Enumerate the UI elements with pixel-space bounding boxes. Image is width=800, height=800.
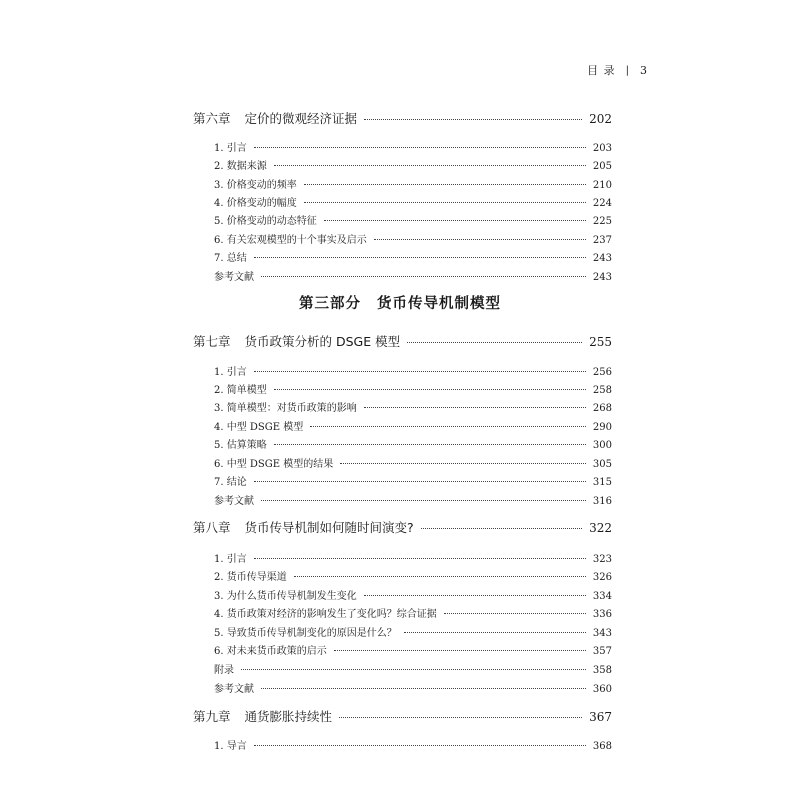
chapter-number: 第九章 (193, 709, 231, 724)
entry-label: 1. 引言 (214, 143, 247, 154)
dot-leader (261, 276, 586, 277)
entry-label: 1. 引言 (214, 554, 247, 565)
entry-page: 243 (592, 272, 612, 283)
part-name: 货币传导机制模型 (377, 296, 501, 312)
entry-label: 7. 结论 (214, 477, 247, 488)
running-head (587, 62, 648, 78)
entry-page: 315 (592, 477, 612, 488)
entry-page: 210 (592, 180, 612, 191)
entry-page: 326 (592, 572, 612, 583)
running-head-label: 目 录 (587, 64, 616, 77)
entry-label: 参考文献 (214, 496, 254, 507)
toc-entry[interactable] (214, 157, 612, 172)
entry-page: 225 (592, 216, 612, 227)
toc-entry[interactable] (214, 661, 612, 676)
running-head-page-number: 3 (640, 63, 648, 77)
entry-label: 2. 数据来源 (214, 161, 267, 172)
entry-label: 附录 (214, 665, 234, 676)
dot-leader (364, 119, 582, 120)
dot-leader (340, 463, 586, 464)
chapter-number: 第六章 (193, 111, 231, 126)
toc-entry[interactable] (214, 176, 612, 191)
dot-leader (407, 342, 582, 343)
dot-leader (254, 745, 586, 746)
entry-label: 4. 中型 DSGE 模型 (214, 422, 304, 433)
entry-label: 6. 中型 DSGE 模型的结果 (214, 459, 334, 470)
entry-label: 6. 有关宏观模型的十个事实及启示 (214, 235, 367, 246)
chapter-page: 255 (589, 335, 612, 349)
toc-entry[interactable] (214, 381, 612, 396)
toc-entry[interactable] (214, 624, 612, 639)
toc-chapter-8[interactable] (193, 518, 612, 536)
toc-chapter-7[interactable] (193, 332, 612, 350)
dot-leader (274, 444, 586, 445)
entry-page: 268 (592, 403, 612, 414)
dot-leader (334, 650, 586, 651)
chapter-page: 367 (589, 710, 612, 724)
entry-page: 368 (592, 741, 612, 752)
chapter-page: 202 (589, 112, 612, 126)
toc-entry[interactable] (214, 587, 612, 602)
dot-leader (254, 371, 586, 372)
entry-label: 3. 简单模型：对货币政策的影响 (214, 403, 357, 414)
part-number: 第三部分 (299, 296, 361, 312)
toc-entry[interactable] (214, 194, 612, 209)
toc-entry[interactable] (214, 492, 612, 507)
dot-leader (254, 481, 586, 482)
dot-leader (364, 407, 586, 408)
toc-entry[interactable] (214, 436, 612, 451)
entry-page: 258 (592, 385, 612, 396)
chapter-title: 货币传导机制如何随时间演变? (244, 520, 414, 535)
dot-leader (304, 202, 586, 203)
entry-page: 334 (592, 591, 612, 602)
chapter-title: 定价的微观经济证据 (244, 111, 358, 126)
entry-page: 300 (592, 440, 612, 451)
dot-leader (274, 165, 586, 166)
dot-leader (254, 257, 586, 258)
dot-leader (241, 669, 586, 670)
toc-chapter-9[interactable] (193, 707, 612, 725)
part-title (0, 292, 800, 313)
toc-entry[interactable] (214, 268, 612, 283)
entry-label: 3. 价格变动的频率 (214, 180, 297, 191)
running-head-separator: | (625, 64, 630, 76)
toc-entry[interactable] (214, 399, 612, 414)
toc-entry[interactable] (214, 568, 612, 583)
chapter-number: 第八章 (193, 520, 231, 535)
dot-leader (304, 184, 586, 185)
entry-page: 316 (592, 496, 612, 507)
entry-page: 243 (592, 253, 612, 264)
chapter-title: 通货膨胀持续性 (244, 709, 333, 724)
entry-page: 203 (592, 143, 612, 154)
dot-leader (274, 389, 586, 390)
toc-entry[interactable] (214, 642, 612, 657)
entry-page: 305 (592, 459, 612, 470)
entry-label: 参考文献 (214, 272, 254, 283)
dot-leader (364, 595, 586, 596)
toc-entry[interactable] (214, 418, 612, 433)
entry-label: 参考文献 (214, 684, 254, 695)
toc-entry[interactable] (214, 455, 612, 470)
entry-page: 360 (592, 684, 612, 695)
entry-page: 343 (592, 628, 612, 639)
entry-page: 256 (592, 367, 612, 378)
toc-entry[interactable] (214, 139, 612, 154)
dot-leader (261, 500, 586, 501)
entry-page: 237 (592, 235, 612, 246)
entry-page: 336 (592, 609, 612, 620)
dot-leader (261, 688, 586, 689)
toc-entry[interactable] (214, 605, 612, 620)
dot-leader (339, 717, 582, 718)
entry-label: 6. 对未来货币政策的启示 (214, 646, 327, 657)
toc-entry[interactable] (214, 680, 612, 695)
dot-leader (374, 239, 586, 240)
entry-label: 1. 引言 (214, 367, 247, 378)
entry-label: 3. 为什么货币传导机制发生变化 (214, 591, 357, 602)
chapter-title: 货币政策分析的 DSGE 模型 (244, 334, 401, 349)
chapter-number: 第七章 (193, 334, 231, 349)
entry-label: 7. 总结 (214, 253, 247, 264)
toc-entry[interactable] (214, 231, 612, 246)
entry-page: 224 (592, 198, 612, 209)
entry-label: 4. 价格变动的幅度 (214, 198, 297, 209)
entry-label: 5. 导致货币传导机制变化的原因是什么？ (214, 628, 397, 639)
toc-entry[interactable] (214, 363, 612, 378)
toc-entry[interactable] (214, 473, 612, 488)
entry-label: 2. 货币传导渠道 (214, 572, 287, 583)
dot-leader (404, 632, 586, 633)
entry-page: 323 (592, 554, 612, 565)
dot-leader (254, 558, 586, 559)
dot-leader (421, 528, 582, 529)
entry-page: 358 (592, 665, 612, 676)
dot-leader (310, 426, 586, 427)
dot-leader (254, 147, 586, 148)
toc-entry[interactable] (214, 249, 612, 264)
toc-entry[interactable] (214, 737, 612, 752)
entry-label: 1. 导言 (214, 741, 247, 752)
entry-label: 5. 价格变动的动态特征 (214, 216, 317, 227)
dot-leader (324, 220, 586, 221)
toc-entry[interactable] (214, 212, 612, 227)
chapter-page: 322 (589, 521, 612, 535)
entry-page: 357 (592, 646, 612, 657)
toc-chapter-6[interactable] (193, 109, 612, 127)
entry-label: 5. 估算策略 (214, 440, 267, 451)
dot-leader (294, 576, 586, 577)
entry-label: 2. 简单模型 (214, 385, 267, 396)
entry-page: 205 (592, 161, 612, 172)
entry-page: 290 (592, 422, 612, 433)
entry-label: 4. 货币政策对经济的影响发生了变化吗？综合证据 (214, 609, 437, 620)
toc-entry[interactable] (214, 550, 612, 565)
dot-leader (444, 613, 586, 614)
